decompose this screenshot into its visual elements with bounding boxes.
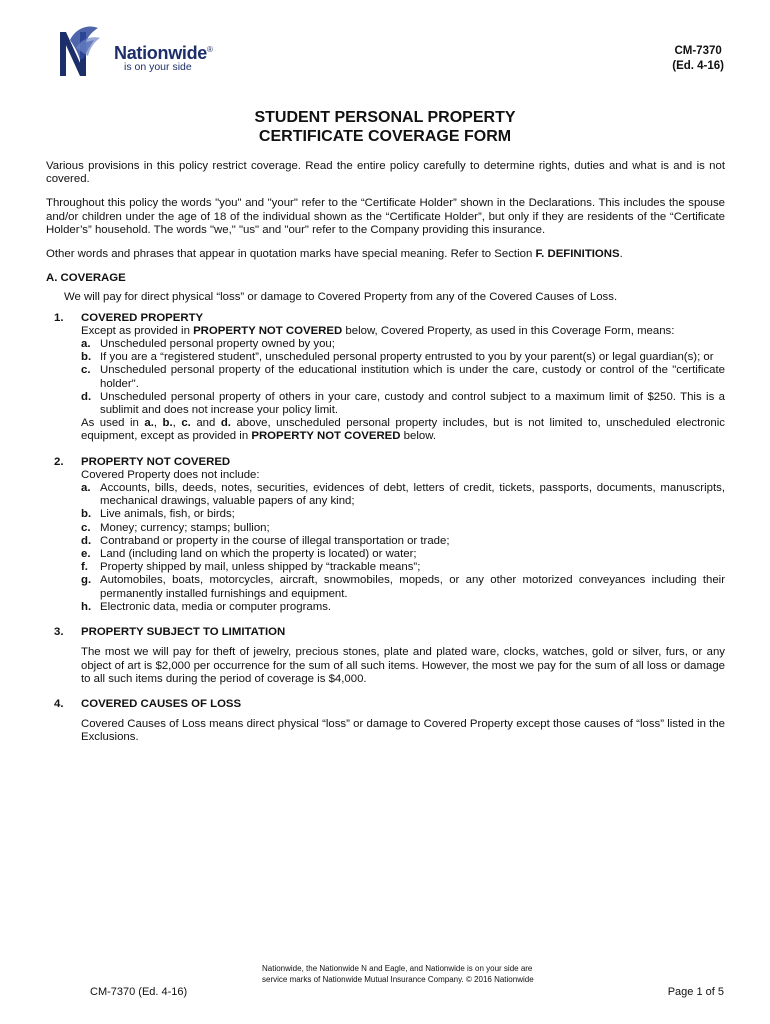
covered-causes-text: Covered Causes of Loss means direct physical “loss” or damage to Covered Property except those causes of “loss” listed in the Exclusions.	[81, 718, 725, 744]
covered-property-body	[81, 325, 725, 444]
intro-paragraph-2: Throughout this policy the words "you" and "your" refer to the “Certificate Holder” shown in the Declarations. This includes the spouse and/or children under the age of 18 of the individual shown as the “Certificate Holder”, but only if they are residents of the “Certificate Holder’s” household. The words "we," "us" and "our" refer to the Company providing this insurance.	[46, 197, 725, 236]
property-not-covered-lead: Covered Property does not include:	[81, 468, 260, 481]
covered-causes-heading: 4. COVERED CAUSES OF LOSS	[54, 697, 242, 710]
list-item: b. Live animals, fish, or birds;	[81, 508, 235, 521]
footer-form-id: CM-7370 (Ed. 4-16)	[90, 986, 188, 998]
limitation-body	[81, 646, 725, 686]
covered-property-tail: As used in a., b., c. and d. above, unscheduled personal property includes, but is not limited to, unscheduled electronic equipment, except as provided in PROPERTY NOT COVERED below.	[81, 417, 725, 443]
list-item: a. Unscheduled personal property owned by you;	[81, 338, 335, 351]
covered-causes-body	[81, 718, 725, 744]
page-number: Page 1 of 5	[667, 986, 724, 998]
form-edition: (Ed. 4-16)	[672, 60, 724, 72]
brand-tagline: is on your side	[124, 61, 192, 73]
brand-name: Nationwide®	[114, 43, 213, 63]
list-item: d. Contraband or property in the course of illegal transportation or trade;	[81, 534, 450, 547]
limitation-text: The most we will pay for theft of jewelry, precious stones, plate and plated ware, clocks, watches, gold or silver, furs, or any object of art is $2,000 per occurrence for the sum of all such items. However, the most we pay for the sum of all loss or damage to all such items during the period of coverage is $4,000.	[81, 646, 725, 685]
list-item: f. Property shipped by mail, unless shipped by “trackable means”;	[81, 561, 421, 574]
document-title: STUDENT PERSONAL PROPERTY CERTIFICATE COVERAGE FORM	[254, 109, 516, 145]
form-identifier	[672, 44, 724, 74]
property-not-covered-heading: 2. PROPERTY NOT COVERED	[54, 455, 231, 468]
covered-property-lead: Except as provided in PROPERTY NOT COVERED below, Covered Property, as used in this Coverage Form, means:	[81, 324, 675, 337]
list-item: h. Electronic data, media or computer programs.	[81, 600, 332, 613]
nationwide-logo	[58, 26, 228, 86]
document-body	[46, 160, 725, 745]
covered-property-heading: 1. COVERED PROPERTY	[54, 311, 204, 324]
list-item: c. Unscheduled personal property of the educational institution which is under the care, custody or control of the "certificate holder".	[81, 364, 725, 390]
list-item: a. Accounts, bills, deeds, notes, securities, evidences of debt, letters of credit, tickets, passports, documents, manuscripts, mechanical drawings, valuable papers of any kind;	[81, 482, 725, 508]
intro-paragraph-1: Various provisions in this policy restrict coverage. Read the entire policy carefully to determine rights, duties and what is and is not covered.	[46, 160, 725, 186]
list-item: g. Automobiles, boats, motorcycles, aircraft, snowmobiles, mopeds, or any other motorized conveyances including their permanently installed furnishings and equipment.	[81, 574, 725, 600]
list-item: e. Land (including land on which the property is located) or water;	[81, 548, 417, 561]
property-not-covered-body	[81, 469, 725, 614]
list-item: c. Money; currency; stamps; bullion;	[81, 521, 270, 534]
limitation-heading: 3. PROPERTY SUBJECT TO LIMITATION	[54, 626, 286, 639]
section-a-intro: We will pay for direct physical “loss” or damage to Covered Property from any of the Covered Causes of Loss.	[64, 291, 618, 304]
intro-paragraph-3: Other words and phrases that appear in quotation marks have special meaning. Refer to Section F. DEFINITIONS.	[46, 248, 623, 261]
list-item: b. If you are a “registered student”, unscheduled personal property entrusted to you by your parent(s) or legal guardian(s); or	[81, 351, 714, 364]
form-number: CM-7370	[674, 45, 722, 57]
section-a-heading: A. COVERAGE	[46, 272, 126, 285]
footer-service-mark-notice: Nationwide, the Nationwide N and Eagle, and Nationwide is on your side are service marks of Nationwide Mutual Insurance Company. © 2016 Nationwide	[262, 964, 534, 984]
list-item: d. Unscheduled personal property of others in your care, custody and control subject to a maximum limit of $250. This is a sublimit and does not increase your policy limit.	[81, 390, 725, 417]
nationwide-eagle-icon	[58, 26, 104, 80]
